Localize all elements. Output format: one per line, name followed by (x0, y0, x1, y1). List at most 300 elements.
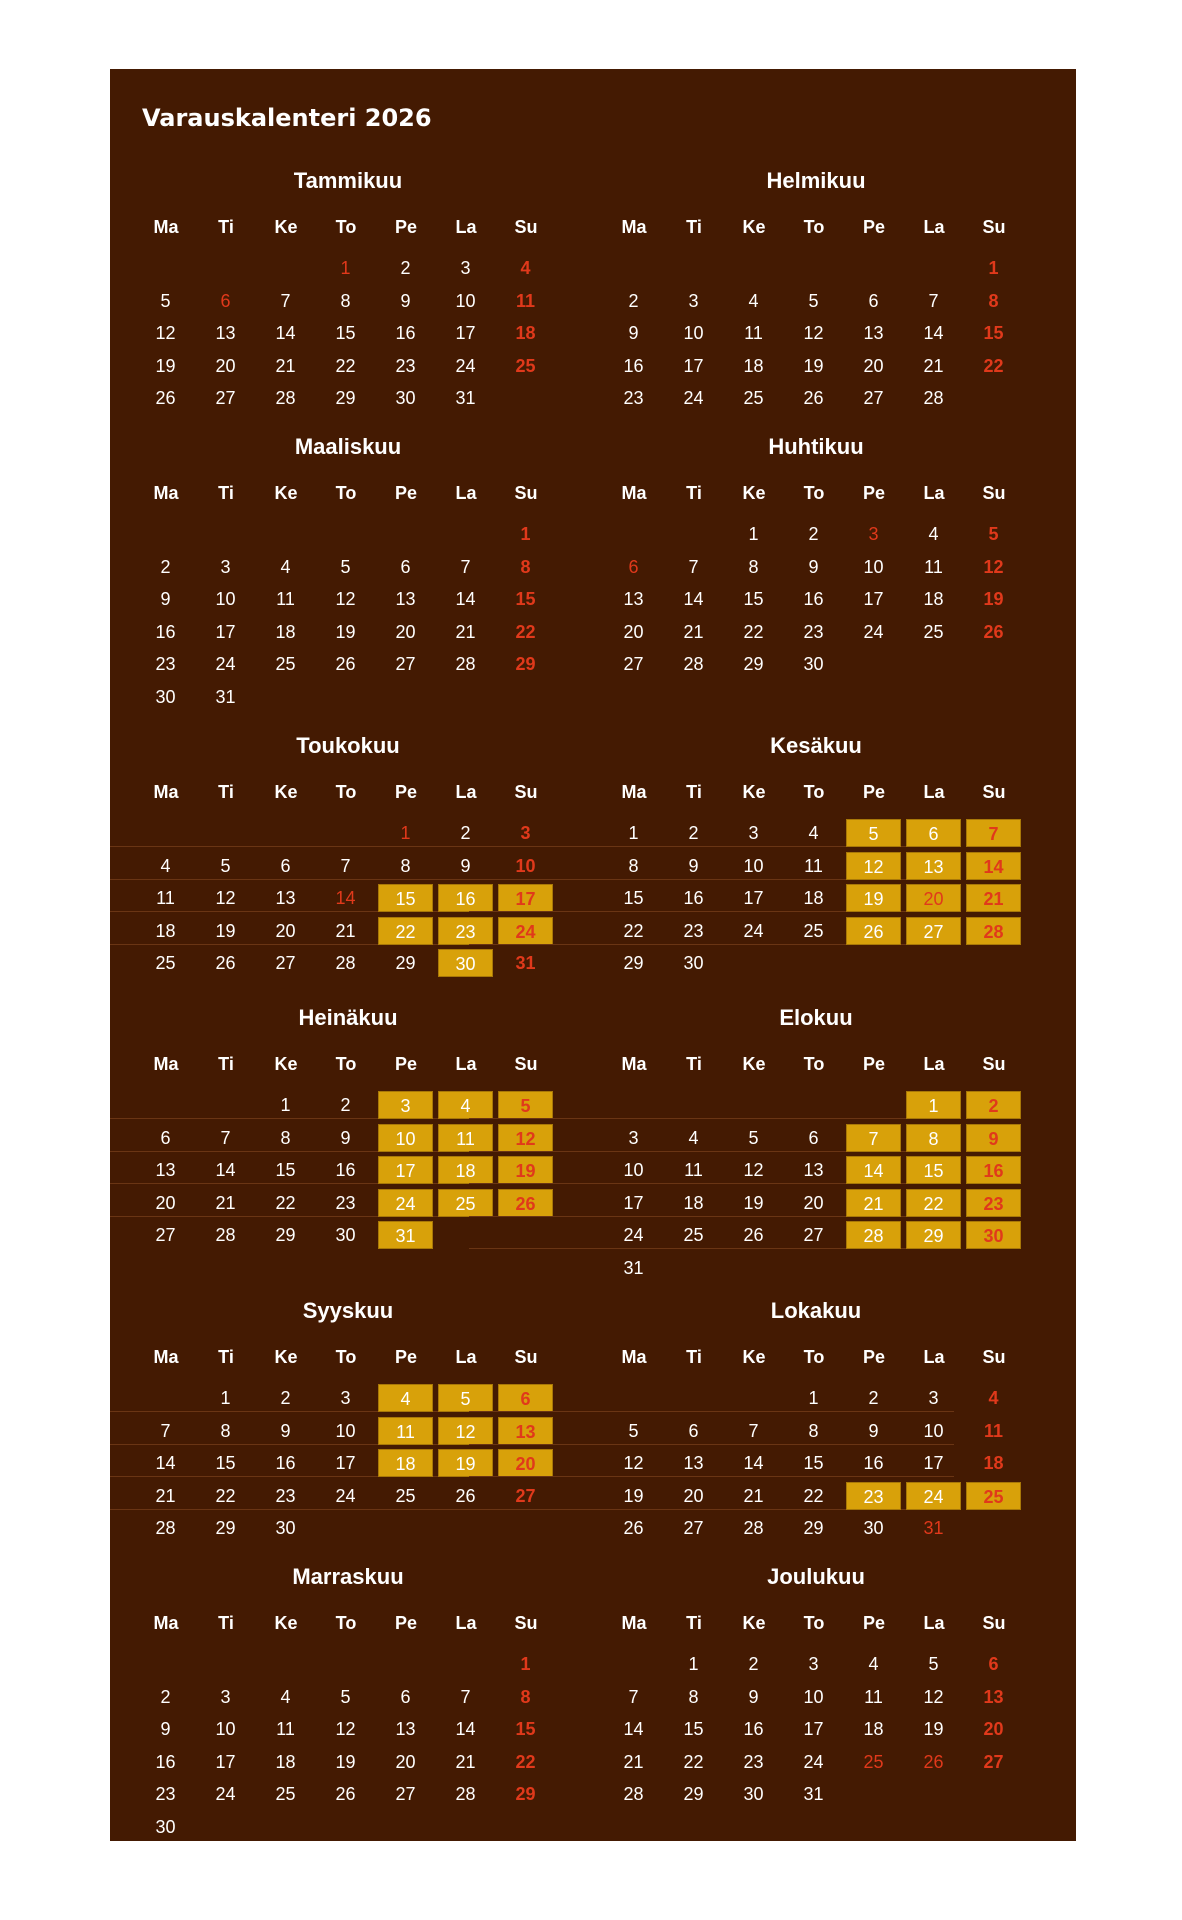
booked-day[interactable]: 1 (906, 1091, 961, 1119)
calendar-day[interactable]: 19 (155, 355, 176, 376)
booked-day[interactable]: 17 (378, 1156, 433, 1184)
calendar-day[interactable]: 20 (863, 355, 884, 376)
calendar-day[interactable]: 4 (748, 290, 759, 311)
calendar-day[interactable]: 22 (335, 355, 356, 376)
calendar-day[interactable]: 29 (515, 1784, 536, 1804)
calendar-day[interactable]: 14 (683, 589, 704, 609)
calendar-day[interactable]: 29 (683, 1784, 704, 1804)
calendar-day[interactable]: 9 (868, 1420, 879, 1441)
calendar-day[interactable]: 19 (335, 621, 356, 642)
calendar-day[interactable]: 8 (988, 290, 999, 311)
calendar-day[interactable]: 11 (276, 1719, 295, 1739)
calendar-day[interactable]: 15 (215, 1453, 236, 1473)
calendar-day[interactable]: 20 (683, 1485, 704, 1506)
booked-day[interactable]: 31 (378, 1221, 433, 1249)
calendar-day[interactable]: 30 (335, 1225, 356, 1245)
calendar-day[interactable]: 8 (688, 1686, 699, 1707)
booked-day[interactable]: 22 (378, 917, 433, 945)
calendar-day[interactable]: 20 (395, 1751, 416, 1772)
calendar-day[interactable]: 18 (515, 323, 536, 343)
calendar-day[interactable]: 31 (923, 1518, 944, 1538)
calendar-day[interactable]: 22 (743, 621, 764, 642)
calendar-day[interactable]: 22 (515, 1751, 536, 1772)
calendar-day[interactable]: 8 (280, 1127, 291, 1148)
calendar-day[interactable]: 7 (460, 1686, 471, 1707)
calendar-day[interactable]: 16 (803, 589, 824, 609)
calendar-day[interactable]: 15 (335, 323, 356, 343)
calendar-day[interactable]: 8 (400, 855, 411, 876)
calendar-day[interactable]: 8 (520, 556, 531, 577)
calendar-day[interactable]: 4 (160, 855, 171, 876)
calendar-day[interactable]: 2 (340, 1095, 351, 1115)
calendar-day[interactable]: 10 (803, 1686, 824, 1707)
calendar-day[interactable]: 31 (803, 1784, 824, 1804)
calendar-day[interactable]: 26 (335, 1784, 356, 1804)
calendar-day[interactable]: 25 (743, 388, 764, 408)
calendar-day[interactable]: 15 (683, 1719, 704, 1739)
booked-day[interactable]: 6 (906, 819, 961, 847)
calendar-day[interactable]: 8 (748, 556, 759, 577)
calendar-day[interactable]: 15 (623, 888, 644, 908)
calendar-day[interactable]: 25 (275, 654, 296, 674)
calendar-day[interactable]: 11 (804, 855, 823, 876)
calendar-day[interactable]: 11 (156, 888, 175, 908)
calendar-day[interactable]: 15 (803, 1453, 824, 1473)
calendar-day[interactable]: 9 (340, 1127, 351, 1148)
calendar-day[interactable]: 12 (923, 1686, 944, 1707)
calendar-day[interactable]: 3 (928, 1388, 939, 1408)
calendar-day[interactable]: 28 (215, 1225, 236, 1245)
calendar-day[interactable]: 13 (623, 589, 644, 609)
calendar-day[interactable]: 10 (515, 855, 536, 876)
calendar-day[interactable]: 1 (340, 258, 351, 278)
calendar-day[interactable]: 1 (520, 1654, 531, 1674)
calendar-day[interactable]: 7 (748, 1420, 759, 1441)
calendar-day[interactable]: 18 (683, 1192, 704, 1213)
calendar-day[interactable]: 16 (863, 1453, 884, 1473)
calendar-day[interactable]: 29 (335, 388, 356, 408)
calendar-day[interactable]: 24 (623, 1225, 644, 1245)
calendar-day[interactable]: 22 (683, 1751, 704, 1772)
booked-day[interactable]: 11 (378, 1417, 433, 1445)
calendar-day[interactable]: 6 (280, 855, 291, 876)
calendar-day[interactable]: 16 (623, 355, 644, 376)
calendar-day[interactable]: 7 (160, 1420, 171, 1441)
calendar-day[interactable]: 21 (215, 1192, 236, 1213)
calendar-day[interactable]: 5 (340, 556, 351, 577)
calendar-day[interactable]: 15 (743, 589, 764, 609)
calendar-day[interactable]: 17 (743, 888, 764, 908)
booked-day[interactable]: 18 (378, 1449, 433, 1477)
calendar-day[interactable]: 6 (628, 556, 639, 577)
booked-day[interactable]: 4 (438, 1091, 493, 1119)
calendar-day[interactable]: 2 (280, 1388, 291, 1408)
calendar-day[interactable]: 31 (623, 1257, 644, 1278)
calendar-day[interactable]: 13 (863, 323, 884, 343)
calendar-day[interactable]: 22 (275, 1192, 296, 1213)
calendar-day[interactable]: 13 (275, 888, 296, 908)
calendar-day[interactable]: 2 (808, 524, 819, 544)
calendar-day[interactable]: 20 (155, 1192, 176, 1213)
calendar-day[interactable]: 30 (395, 388, 416, 408)
calendar-day[interactable]: 3 (868, 524, 879, 544)
booked-day[interactable]: 20 (498, 1449, 553, 1477)
calendar-day[interactable]: 24 (863, 621, 884, 642)
booked-day[interactable]: 11 (438, 1124, 493, 1152)
calendar-day[interactable]: 29 (803, 1518, 824, 1538)
calendar-day[interactable]: 17 (215, 621, 236, 642)
calendar-day[interactable]: 18 (863, 1719, 884, 1739)
calendar-day[interactable]: 8 (808, 1420, 819, 1441)
booked-day[interactable]: 17 (498, 884, 553, 912)
booked-day[interactable]: 26 (846, 917, 901, 945)
calendar-day[interactable]: 22 (983, 355, 1004, 376)
calendar-day[interactable]: 8 (628, 855, 639, 876)
calendar-day[interactable]: 28 (335, 953, 356, 973)
calendar-day[interactable]: 30 (803, 654, 824, 674)
calendar-day[interactable]: 29 (515, 654, 536, 674)
calendar-day[interactable]: 9 (280, 1420, 291, 1441)
calendar-day[interactable]: 5 (988, 524, 999, 544)
calendar-day[interactable]: 16 (683, 888, 704, 908)
calendar-day[interactable]: 18 (275, 1751, 296, 1772)
calendar-day[interactable]: 23 (155, 1784, 176, 1804)
booked-day[interactable]: 25 (966, 1482, 1021, 1510)
calendar-day[interactable]: 7 (460, 556, 471, 577)
calendar-day[interactable]: 14 (455, 589, 476, 609)
calendar-day[interactable]: 19 (335, 1751, 356, 1772)
booked-day[interactable]: 13 (498, 1417, 553, 1445)
calendar-day[interactable]: 29 (395, 953, 416, 973)
calendar-day[interactable]: 1 (220, 1388, 231, 1408)
calendar-day[interactable]: 9 (748, 1686, 759, 1707)
calendar-day[interactable]: 27 (215, 388, 236, 408)
calendar-day[interactable]: 12 (335, 1719, 356, 1739)
calendar-day[interactable]: 7 (340, 855, 351, 876)
calendar-day[interactable]: 29 (215, 1518, 236, 1538)
calendar-day[interactable]: 27 (683, 1518, 704, 1538)
booked-day[interactable]: 23 (966, 1189, 1021, 1217)
booked-day[interactable]: 7 (966, 819, 1021, 847)
booked-day[interactable]: 12 (846, 852, 901, 880)
calendar-day[interactable]: 23 (155, 654, 176, 674)
calendar-day[interactable]: 30 (863, 1518, 884, 1538)
calendar-day[interactable]: 12 (335, 589, 356, 609)
calendar-day[interactable]: 20 (215, 355, 236, 376)
calendar-day[interactable]: 29 (743, 654, 764, 674)
calendar-day[interactable]: 21 (923, 355, 944, 376)
calendar-day[interactable]: 9 (808, 556, 819, 577)
calendar-day[interactable]: 11 (924, 556, 943, 577)
booked-day[interactable]: 21 (846, 1189, 901, 1217)
calendar-day[interactable]: 12 (155, 323, 176, 343)
calendar-day[interactable]: 13 (803, 1160, 824, 1180)
booked-day[interactable]: 21 (966, 884, 1021, 912)
calendar-day[interactable]: 27 (395, 654, 416, 674)
calendar-day[interactable]: 5 (808, 290, 819, 311)
calendar-day[interactable]: 17 (863, 589, 884, 609)
calendar-day[interactable]: 12 (983, 556, 1004, 577)
calendar-day[interactable]: 21 (623, 1751, 644, 1772)
calendar-day[interactable]: 4 (928, 524, 939, 544)
calendar-day[interactable]: 17 (803, 1719, 824, 1739)
calendar-day[interactable]: 9 (400, 290, 411, 311)
calendar-day[interactable]: 16 (155, 1751, 176, 1772)
booked-day[interactable]: 22 (906, 1189, 961, 1217)
calendar-day[interactable]: 3 (220, 1686, 231, 1707)
calendar-day[interactable]: 24 (215, 1784, 236, 1804)
calendar-day[interactable]: 16 (395, 323, 416, 343)
booked-day[interactable]: 24 (906, 1482, 961, 1510)
calendar-day[interactable]: 14 (743, 1453, 764, 1473)
calendar-day[interactable]: 6 (808, 1127, 819, 1148)
calendar-day[interactable]: 31 (515, 953, 536, 973)
calendar-day[interactable]: 24 (683, 388, 704, 408)
calendar-day[interactable]: 4 (868, 1654, 879, 1674)
calendar-day[interactable]: 18 (923, 589, 944, 609)
calendar-day[interactable]: 8 (520, 1686, 531, 1707)
booked-day[interactable]: 15 (906, 1156, 961, 1184)
calendar-day[interactable]: 17 (215, 1751, 236, 1772)
calendar-day[interactable]: 10 (623, 1160, 644, 1180)
calendar-day[interactable]: 22 (215, 1485, 236, 1506)
calendar-day[interactable]: 11 (983, 1420, 1004, 1441)
calendar-day[interactable]: 19 (215, 920, 236, 941)
calendar-day[interactable]: 22 (515, 621, 536, 642)
calendar-day[interactable]: 25 (275, 1784, 296, 1804)
calendar-day[interactable]: 17 (623, 1192, 644, 1213)
calendar-day[interactable]: 13 (395, 1719, 416, 1739)
calendar-day[interactable]: 21 (335, 920, 356, 941)
calendar-day[interactable]: 24 (743, 920, 764, 941)
calendar-day[interactable]: 9 (460, 855, 471, 876)
booked-day[interactable]: 18 (438, 1156, 493, 1184)
calendar-day[interactable]: 30 (155, 686, 176, 707)
calendar-day[interactable]: 26 (455, 1485, 476, 1506)
calendar-day[interactable]: 15 (275, 1160, 296, 1180)
booked-day[interactable]: 28 (846, 1221, 901, 1249)
calendar-day[interactable]: 23 (623, 388, 644, 408)
calendar-day[interactable]: 10 (863, 556, 884, 577)
calendar-day[interactable]: 21 (743, 1485, 764, 1506)
booked-day[interactable]: 12 (438, 1417, 493, 1445)
calendar-day[interactable]: 2 (628, 290, 639, 311)
calendar-day[interactable]: 1 (520, 524, 531, 544)
calendar-day[interactable]: 14 (215, 1160, 236, 1180)
booked-day[interactable]: 25 (438, 1189, 493, 1217)
calendar-day[interactable]: 18 (983, 1453, 1004, 1473)
calendar-day[interactable]: 5 (628, 1420, 639, 1441)
calendar-day[interactable]: 25 (803, 920, 824, 941)
calendar-day[interactable]: 26 (335, 654, 356, 674)
booked-day[interactable]: 16 (438, 884, 493, 912)
booked-day[interactable]: 15 (378, 884, 433, 912)
calendar-day[interactable]: 27 (803, 1225, 824, 1245)
calendar-day[interactable]: 28 (743, 1518, 764, 1538)
calendar-day[interactable]: 26 (743, 1225, 764, 1245)
calendar-day[interactable]: 9 (688, 855, 699, 876)
calendar-day[interactable]: 21 (455, 621, 476, 642)
calendar-day[interactable]: 16 (743, 1719, 764, 1739)
calendar-day[interactable]: 6 (688, 1420, 699, 1441)
calendar-day[interactable]: 17 (335, 1453, 356, 1473)
booked-day[interactable]: 13 (906, 852, 961, 880)
calendar-day[interactable]: 20 (275, 920, 296, 941)
calendar-day[interactable]: 28 (455, 1784, 476, 1804)
calendar-day[interactable]: 9 (160, 589, 171, 609)
calendar-day[interactable]: 3 (808, 1654, 819, 1674)
calendar-day[interactable]: 25 (155, 953, 176, 973)
calendar-day[interactable]: 23 (275, 1485, 296, 1506)
booked-day[interactable]: 27 (906, 917, 961, 945)
calendar-day[interactable]: 14 (155, 1453, 176, 1473)
booked-day[interactable]: 23 (846, 1482, 901, 1510)
booked-day[interactable]: 12 (498, 1124, 553, 1152)
calendar-day[interactable]: 31 (455, 388, 476, 408)
calendar-day[interactable]: 11 (515, 290, 536, 311)
calendar-day[interactable]: 12 (623, 1453, 644, 1473)
calendar-day[interactable]: 5 (928, 1654, 939, 1674)
calendar-day[interactable]: 7 (928, 290, 939, 311)
calendar-day[interactable]: 5 (748, 1127, 759, 1148)
calendar-day[interactable]: 14 (335, 888, 356, 908)
calendar-day[interactable]: 1 (808, 1388, 819, 1408)
calendar-day[interactable]: 2 (868, 1388, 879, 1408)
calendar-day[interactable]: 7 (220, 1127, 231, 1148)
calendar-day[interactable]: 28 (683, 654, 704, 674)
calendar-day[interactable]: 11 (276, 589, 295, 609)
calendar-day[interactable]: 7 (688, 556, 699, 577)
calendar-day[interactable]: 17 (683, 355, 704, 376)
calendar-day[interactable]: 6 (220, 290, 231, 311)
calendar-day[interactable]: 10 (335, 1420, 356, 1441)
calendar-day[interactable]: 8 (220, 1420, 231, 1441)
booked-day[interactable]: 30 (966, 1221, 1021, 1249)
calendar-day[interactable]: 18 (803, 888, 824, 908)
calendar-day[interactable]: 13 (683, 1453, 704, 1473)
calendar-day[interactable]: 2 (160, 556, 171, 577)
calendar-day[interactable]: 19 (623, 1485, 644, 1506)
calendar-day[interactable]: 11 (864, 1686, 883, 1707)
calendar-day[interactable]: 16 (335, 1160, 356, 1180)
calendar-day[interactable]: 30 (155, 1816, 176, 1837)
calendar-day[interactable]: 25 (923, 621, 944, 642)
calendar-day[interactable]: 18 (155, 920, 176, 941)
calendar-day[interactable]: 10 (215, 589, 236, 609)
calendar-day[interactable]: 29 (275, 1225, 296, 1245)
calendar-day[interactable]: 11 (684, 1160, 703, 1180)
booked-day[interactable]: 6 (498, 1384, 553, 1412)
calendar-day[interactable]: 7 (280, 290, 291, 311)
booked-day[interactable]: 29 (906, 1221, 961, 1249)
calendar-day[interactable]: 26 (155, 388, 176, 408)
booked-day[interactable]: 19 (438, 1449, 493, 1477)
calendar-day[interactable]: 12 (215, 888, 236, 908)
calendar-day[interactable]: 3 (220, 556, 231, 577)
booked-day[interactable]: 16 (966, 1156, 1021, 1184)
calendar-day[interactable]: 26 (623, 1518, 644, 1538)
calendar-day[interactable]: 5 (220, 855, 231, 876)
calendar-day[interactable]: 10 (743, 855, 764, 876)
calendar-day[interactable]: 8 (340, 290, 351, 311)
calendar-day[interactable]: 1 (628, 823, 639, 843)
calendar-day[interactable]: 23 (395, 355, 416, 376)
calendar-day[interactable]: 18 (743, 355, 764, 376)
calendar-day[interactable]: 19 (743, 1192, 764, 1213)
calendar-day[interactable]: 23 (335, 1192, 356, 1213)
calendar-day[interactable]: 24 (455, 355, 476, 376)
calendar-day[interactable]: 20 (623, 621, 644, 642)
calendar-day[interactable]: 6 (988, 1654, 999, 1674)
calendar-day[interactable]: 30 (275, 1518, 296, 1538)
calendar-day[interactable]: 17 (455, 323, 476, 343)
calendar-day[interactable]: 24 (215, 654, 236, 674)
calendar-day[interactable]: 30 (743, 1784, 764, 1804)
calendar-day[interactable]: 4 (280, 1686, 291, 1707)
calendar-day[interactable]: 2 (460, 823, 471, 843)
booked-day[interactable]: 5 (846, 819, 901, 847)
booked-day[interactable]: 10 (378, 1124, 433, 1152)
calendar-day[interactable]: 19 (983, 589, 1004, 609)
calendar-day[interactable]: 6 (160, 1127, 171, 1148)
calendar-day[interactable]: 3 (628, 1127, 639, 1148)
calendar-day[interactable]: 15 (515, 1719, 536, 1739)
calendar-day[interactable]: 21 (275, 355, 296, 376)
booked-day[interactable]: 26 (498, 1189, 553, 1217)
booked-day[interactable]: 28 (966, 917, 1021, 945)
calendar-day[interactable]: 19 (923, 1719, 944, 1739)
calendar-day[interactable]: 21 (155, 1485, 176, 1506)
calendar-day[interactable]: 16 (155, 621, 176, 642)
calendar-day[interactable]: 3 (520, 823, 531, 843)
calendar-day[interactable]: 27 (983, 1751, 1004, 1772)
calendar-day[interactable]: 28 (455, 654, 476, 674)
calendar-day[interactable]: 27 (395, 1784, 416, 1804)
calendar-day[interactable]: 2 (160, 1686, 171, 1707)
booked-day[interactable]: 5 (438, 1384, 493, 1412)
calendar-day[interactable]: 3 (340, 1388, 351, 1408)
booked-day[interactable]: 14 (966, 852, 1021, 880)
calendar-day[interactable]: 19 (803, 355, 824, 376)
calendar-day[interactable]: 1 (748, 524, 759, 544)
booked-day[interactable]: 23 (438, 917, 493, 945)
calendar-day[interactable]: 4 (520, 258, 531, 278)
calendar-day[interactable]: 16 (275, 1453, 296, 1473)
calendar-day[interactable]: 28 (923, 388, 944, 408)
booked-day[interactable]: 2 (966, 1091, 1021, 1119)
booked-day[interactable]: 4 (378, 1384, 433, 1412)
calendar-day[interactable]: 18 (275, 621, 296, 642)
calendar-day[interactable]: 20 (983, 1719, 1004, 1739)
calendar-day[interactable]: 30 (683, 953, 704, 973)
booked-day[interactable]: 24 (498, 917, 553, 945)
booked-day[interactable]: 8 (906, 1124, 961, 1152)
calendar-day[interactable]: 26 (983, 621, 1004, 642)
calendar-day[interactable]: 4 (280, 556, 291, 577)
calendar-day[interactable]: 6 (868, 290, 879, 311)
calendar-day[interactable]: 31 (215, 686, 236, 707)
calendar-day[interactable]: 29 (623, 953, 644, 973)
calendar-day[interactable]: 1 (400, 823, 411, 843)
calendar-day[interactable]: 10 (455, 290, 476, 311)
calendar-day[interactable]: 10 (923, 1420, 944, 1441)
calendar-day[interactable]: 3 (460, 258, 471, 278)
calendar-day[interactable]: 27 (863, 388, 884, 408)
calendar-day[interactable]: 12 (803, 323, 824, 343)
calendar-day[interactable]: 11 (744, 323, 763, 343)
calendar-day[interactable]: 10 (683, 323, 704, 343)
booked-day[interactable]: 24 (378, 1189, 433, 1217)
